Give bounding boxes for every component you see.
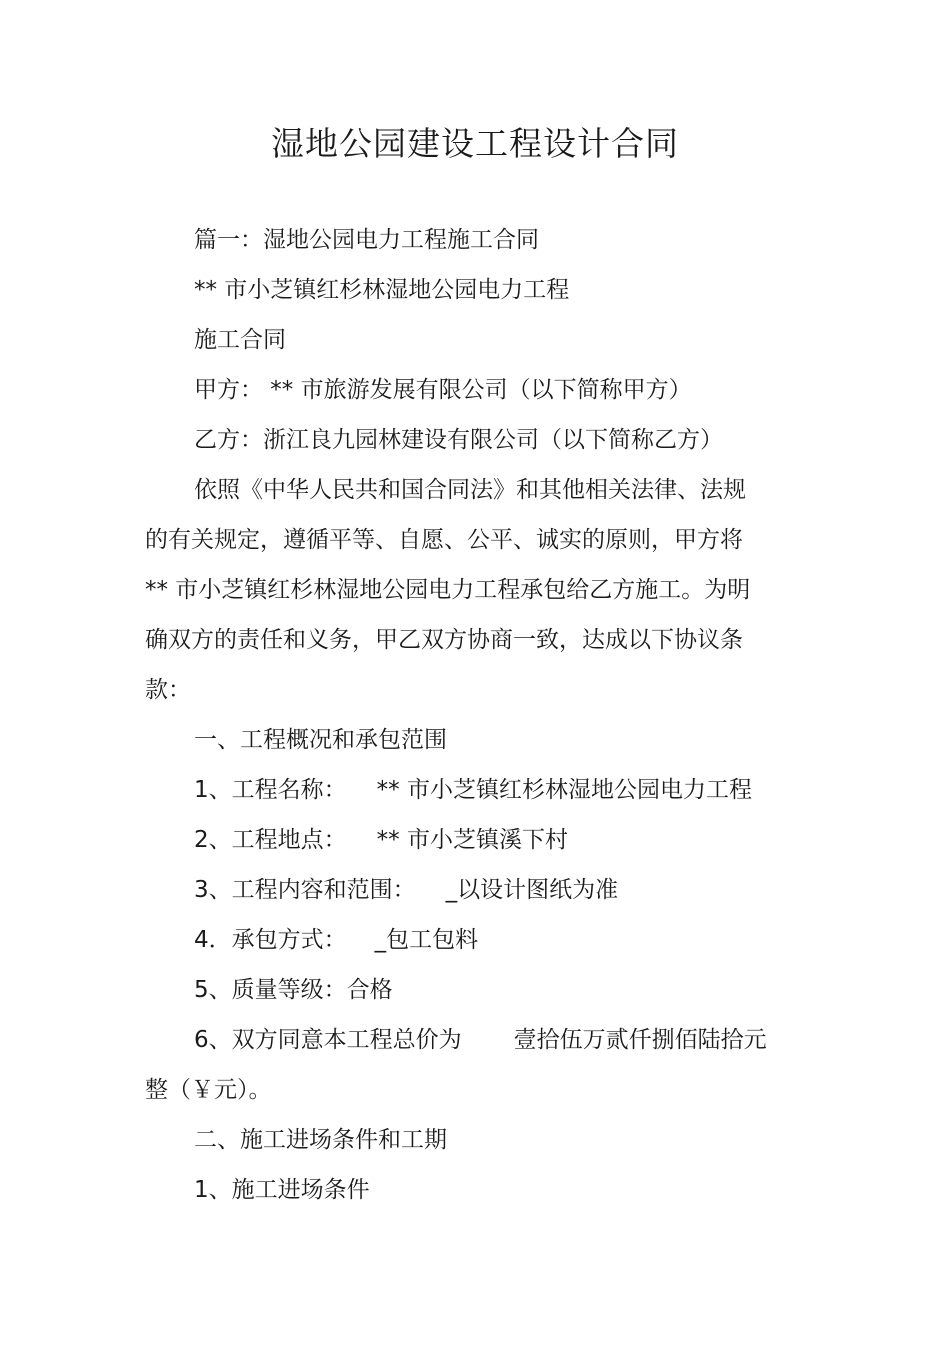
item-quality-grade: 5、质量等级：合格 [194,977,393,1003]
item-value: ** 市小芝镇红杉林湿地公园电力工程 [376,777,752,803]
item-site-entry-conditions: 1、施工进场条件 [194,1177,370,1203]
section-heading-part-one: 篇一：湿地公园电力工程施工合同 [194,227,539,253]
item-label: 6、双方同意本工程总价为 [194,1027,462,1053]
item-label: 4．承包方式： [194,927,347,953]
preamble-line: 依照《中华人民共和国合同法》和其他相关法律、法规 [194,477,746,503]
item-project-name [145,765,765,815]
contract-subtitle: 施工合同 [194,327,286,353]
item-project-location [145,815,765,865]
party-b: 乙方：浙江良九园林建设有限公司（以下简称乙方） [194,427,723,453]
item-project-scope [145,865,765,915]
preamble-line: 确双方的责任和义务，甲乙双方协商一致，达成以下协议条 [145,627,743,653]
item-value: ** 市小芝镇溪下村 [376,827,568,853]
item-label: 1、工程名称： [194,777,347,803]
item-value: _包工包料 [374,927,479,953]
item-label: 3、工程内容和范围： [194,877,416,903]
document-title: 湿地公园建设工程设计合同 [271,124,679,163]
project-name-line: ** 市小芝镇红杉林湿地公园电力工程 [194,277,570,303]
item-contract-method [145,915,765,965]
section-heading-scope: 一、工程概况和承包范围 [194,727,447,753]
item-total-price [145,1015,765,1065]
preamble-line: ** 市小芝镇红杉林湿地公园电力工程承包给乙方施工。为明 [145,577,751,603]
section-heading-site-and-schedule: 二、施工进场条件和工期 [194,1127,447,1153]
preamble-line: 的有关规定，遵循平等、自愿、公平、诚实的原则，甲方将 [145,527,743,553]
document-body [145,215,765,1215]
item-label: 2、工程地点： [194,827,347,853]
item-value: 壹拾伍万贰仟捌佰陆拾元 [513,1027,767,1053]
party-a: 甲方： ** 市旅游发展有限公司（以下简称甲方） [194,377,692,403]
item-total-price-continued: 整（￥元）。 [145,1077,272,1103]
item-value: _以设计图纸为准 [445,877,619,903]
preamble-line: 款： [145,677,191,703]
